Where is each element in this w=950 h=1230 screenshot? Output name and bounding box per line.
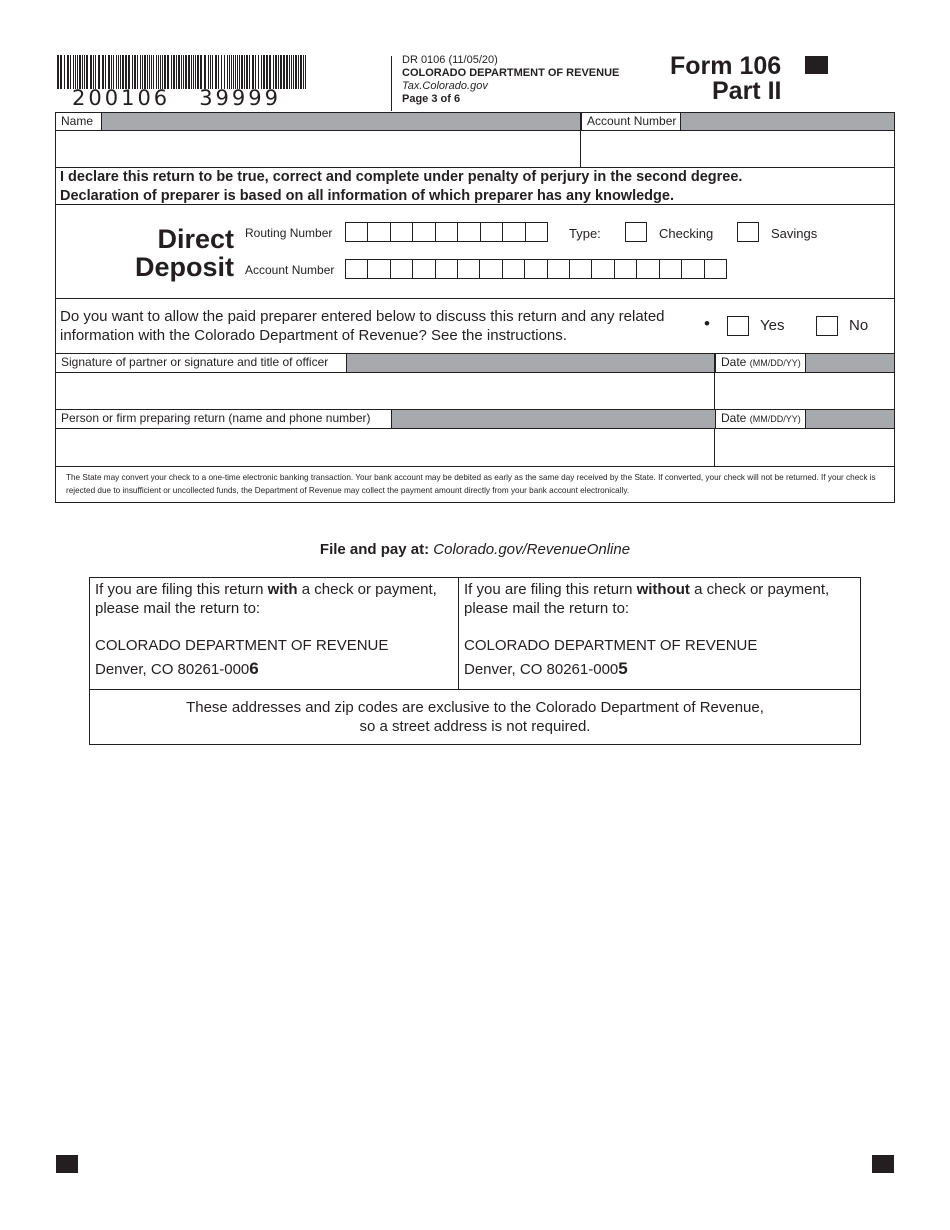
- barcode-bar: [210, 55, 211, 89]
- barcode-bar: [75, 55, 76, 89]
- barcode-bar: [300, 55, 302, 89]
- barcode-bar: [86, 55, 88, 89]
- direct-deposit-bottom-line: [56, 298, 894, 299]
- barcode-bar: [153, 55, 154, 89]
- digit-box[interactable]: [615, 260, 637, 278]
- barcode-bar: [137, 55, 138, 89]
- barcode-bar: [303, 55, 304, 89]
- discussion-no-label: No: [849, 317, 869, 334]
- barcode-bar: [84, 55, 85, 89]
- digit-box[interactable]: [368, 260, 390, 278]
- digit-box[interactable]: [503, 223, 525, 241]
- preparer-date-label: [715, 410, 806, 428]
- barcode-bar: [79, 55, 81, 89]
- barcode-bar: [164, 55, 166, 89]
- discussion-no-checkbox[interactable]: [816, 316, 838, 336]
- barcode-bar: [237, 55, 238, 89]
- digit-box[interactable]: [705, 260, 726, 278]
- barcode-bar: [60, 55, 62, 89]
- barcode-bar: [167, 55, 169, 89]
- digit-box[interactable]: [637, 260, 659, 278]
- preparer-date-format: (MM/DD/YY): [749, 414, 801, 424]
- bullet-mark: •: [704, 314, 710, 333]
- barcode-bar: [224, 55, 225, 89]
- barcode-bar: [156, 55, 157, 89]
- barcode-bar: [181, 55, 182, 89]
- barcode-bar: [176, 55, 177, 89]
- barcode-bar: [64, 55, 65, 89]
- barcode-bar: [142, 55, 143, 89]
- signature-date-label: [715, 354, 806, 372]
- digit-box[interactable]: [503, 260, 525, 278]
- digit-box[interactable]: [391, 223, 413, 241]
- barcode-bar: [67, 55, 69, 89]
- barcode-bar: [200, 55, 202, 89]
- barcode-bar: [149, 55, 150, 89]
- address-note-line-1: These addresses and zip codes are exclusive to the Colorado Department of Revenue,: [186, 699, 764, 716]
- barcode-bar: [113, 55, 114, 89]
- barcode-bar: [95, 55, 96, 89]
- barcode-bar: [252, 55, 254, 89]
- barcode-bar: [82, 55, 83, 89]
- digit-box[interactable]: [458, 260, 480, 278]
- name-header-bar: [56, 113, 894, 130]
- barcode-bar: [93, 55, 94, 89]
- barcode-bar: [108, 55, 110, 89]
- barcode-bar: [283, 55, 285, 89]
- barcode-bar: [120, 55, 121, 89]
- signature-date-input[interactable]: [716, 373, 893, 409]
- mail-with-payment-dept: COLORADO DEPARTMENT OF REVENUE: [95, 637, 389, 654]
- barcode-bar: [235, 55, 236, 89]
- barcode-bar: [173, 55, 175, 89]
- preparer-discussion-question: Do you want to allow the paid preparer entered below to discuss this return and any related information with the Colorado Department of Revenue? See the instructions.: [60, 308, 665, 344]
- declaration-text: [60, 168, 890, 206]
- declaration-line-1: I declare this return to be true, correct and complete under penalty of perjury in the second degree.: [60, 169, 743, 185]
- preparer-input[interactable]: [57, 429, 713, 465]
- barcode-bar: [218, 55, 219, 89]
- barcode-bar: [215, 55, 217, 89]
- mail-with-payment-cell: [95, 580, 455, 679]
- barcode-bar: [291, 55, 292, 89]
- direct-deposit-title-line-2: Deposit: [134, 252, 234, 282]
- digit-box[interactable]: [525, 260, 547, 278]
- routing-number-label: Routing Number: [245, 226, 333, 240]
- barcode-bar: [118, 55, 119, 89]
- barcode-bar: [221, 55, 222, 89]
- barcode-bar: [122, 55, 124, 89]
- barcode-bar: [102, 55, 104, 89]
- check-conversion-notice: The State may convert your check to a one-time electronic banking transaction. Your bank account may be debited as early as the same day received by the State. If converted, your check will not be returned. If your check is rejected due to insufficient or uncollected funds, the Department of Revenue may collect the payment amount directly from your bank account electronically.: [66, 473, 876, 495]
- name-account-divider: [580, 113, 581, 168]
- website: Tax.Colorado.gov: [402, 80, 488, 92]
- direct-deposit-title-line-1: Direct: [157, 224, 234, 254]
- barcode-bar: [289, 55, 290, 89]
- signature-date-text: Date: [721, 355, 747, 369]
- account-number-label: Account Number: [581, 113, 681, 130]
- address-note-line-2: so a street address is not required.: [359, 718, 591, 735]
- preparer-label: Person or firm preparing return (name and phone number): [56, 410, 392, 428]
- barcode-bar: [204, 55, 206, 89]
- barcode: [57, 55, 309, 89]
- digit-box[interactable]: [436, 260, 458, 278]
- digit-box[interactable]: [682, 260, 704, 278]
- digit-box[interactable]: [480, 260, 502, 278]
- digit-box[interactable]: [413, 260, 435, 278]
- barcode-bar: [160, 55, 161, 89]
- mail-without-payment-cell: [464, 580, 856, 679]
- barcode-bar: [98, 55, 100, 89]
- savings-checkbox[interactable]: [737, 222, 759, 242]
- preparer-date-input[interactable]: [716, 429, 893, 465]
- barcode-bar: [105, 55, 106, 89]
- barcode-bar: [77, 55, 78, 89]
- barcode-bar: [140, 55, 141, 89]
- signature-date-format: (MM/DD/YY): [749, 358, 801, 368]
- digit-box[interactable]: [458, 223, 480, 241]
- department-name: COLORADO DEPARTMENT OF REVENUE: [402, 67, 620, 79]
- barcode-bar: [263, 55, 265, 89]
- barcode-bar: [195, 55, 196, 89]
- barcode-bar: [275, 55, 277, 89]
- file-pay-label: File and pay at:: [319, 541, 430, 558]
- signature-label: Signature of partner or signature and title of officer: [56, 354, 347, 372]
- barcode-bar: [273, 55, 274, 89]
- barcode-bar: [239, 55, 240, 89]
- account-type-label: Type:: [569, 226, 601, 241]
- digit-box[interactable]: [368, 223, 390, 241]
- barcode-bar: [111, 55, 112, 89]
- deposit-account-number-label: Account Number: [245, 263, 335, 277]
- barcode-number: 200106 39999: [72, 86, 281, 110]
- barcode-bar: [227, 55, 228, 89]
- barcode-bar: [116, 55, 117, 89]
- barcode-bar: [255, 55, 256, 89]
- account-number-input[interactable]: [582, 131, 893, 167]
- mailing-table-divider: [458, 578, 459, 689]
- barcode-bar: [147, 55, 148, 89]
- file-pay-line: [0, 541, 950, 558]
- barcode-bar: [293, 55, 294, 89]
- barcode-bar: [298, 55, 299, 89]
- digit-box[interactable]: [592, 260, 614, 278]
- barcode-bar: [191, 55, 192, 89]
- barcode-bar: [151, 55, 152, 89]
- barcode-bar: [178, 55, 180, 89]
- digit-box[interactable]: [346, 260, 368, 278]
- mail-with-payment-instruction: If you are filing this return with a check or payment, please mail the return to:: [95, 581, 437, 617]
- mail-without-payment-instruction: If you are filing this return without a check or payment, please mail the return to:: [464, 581, 830, 617]
- barcode-bar: [261, 55, 262, 89]
- barcode-bar: [258, 55, 259, 89]
- mail-with-payment-city: Denver, CO 80261-0006: [95, 659, 259, 678]
- barcode-bar: [229, 55, 230, 89]
- address-exclusive-note: [90, 698, 860, 736]
- mail-without-payment-city: Denver, CO 80261-0005: [464, 659, 628, 678]
- file-pay-url[interactable]: Colorado.gov/RevenueOnline: [433, 541, 631, 558]
- digit-box[interactable]: [391, 260, 413, 278]
- form-title: Form 106: [670, 52, 782, 80]
- barcode-bar: [197, 55, 199, 89]
- mail-without-payment-dept: COLORADO DEPARTMENT OF REVENUE: [464, 637, 758, 654]
- header-divider: [391, 56, 392, 111]
- deposit-account-number-input[interactable]: [345, 259, 727, 279]
- digit-box[interactable]: [570, 260, 592, 278]
- barcode-bar: [295, 55, 297, 89]
- form-code: DR 0106 (11/05/20): [402, 54, 498, 66]
- form-part: Part II: [712, 77, 782, 105]
- barcode-bar: [132, 55, 133, 89]
- digit-box[interactable]: [413, 223, 435, 241]
- page-number: Page 3 of 6: [402, 93, 461, 105]
- barcode-bar: [125, 55, 127, 89]
- barcode-bar: [249, 55, 250, 89]
- declaration-line-2: Declaration of preparer is based on all information of which preparer has any knowledge.: [60, 188, 674, 204]
- barcode-bar: [231, 55, 232, 89]
- barcode-bar: [286, 55, 288, 89]
- barcode-bar: [134, 55, 136, 89]
- barcode-bar: [212, 55, 213, 89]
- digit-box[interactable]: [548, 260, 570, 278]
- checking-checkbox[interactable]: [625, 222, 647, 242]
- checking-label: Checking: [659, 226, 714, 241]
- name-input[interactable]: [57, 131, 579, 167]
- barcode-bar: [90, 55, 92, 89]
- barcode-bar: [183, 55, 184, 89]
- discussion-yes-checkbox[interactable]: [727, 316, 749, 336]
- name-label: Name: [56, 113, 102, 130]
- digit-box[interactable]: [660, 260, 682, 278]
- registration-marker-bottom-left: [56, 1155, 78, 1173]
- barcode-bar: [305, 55, 306, 89]
- barcode-bar: [246, 55, 248, 89]
- barcode-bar: [70, 55, 71, 89]
- barcode-bar: [244, 55, 245, 89]
- barcode-bar: [185, 55, 187, 89]
- digit-box[interactable]: [346, 223, 368, 241]
- digit-box[interactable]: [436, 223, 458, 241]
- barcode-bar: [208, 55, 209, 89]
- preparer-bottom-line: [56, 466, 894, 467]
- barcode-bar: [73, 55, 74, 89]
- discussion-yes-label: Yes: [760, 317, 785, 334]
- barcode-bar: [57, 55, 59, 89]
- digit-box[interactable]: [526, 223, 547, 241]
- barcode-bar: [188, 55, 190, 89]
- barcode-bar: [278, 55, 279, 89]
- barcode-bar: [128, 55, 130, 89]
- registration-marker-bottom-right: [872, 1155, 894, 1173]
- routing-number-input[interactable]: [345, 222, 548, 242]
- digit-box[interactable]: [481, 223, 503, 241]
- barcode-bar: [193, 55, 194, 89]
- savings-label: Savings: [771, 226, 818, 241]
- barcode-bar: [233, 55, 234, 89]
- direct-deposit-title: [120, 225, 234, 281]
- mailing-table-row-line: [90, 689, 860, 690]
- signature-input[interactable]: [57, 373, 713, 409]
- preparer-date-text: Date: [721, 411, 747, 425]
- barcode-bar: [280, 55, 282, 89]
- barcode-bar: [162, 55, 163, 89]
- barcode-bar: [144, 55, 146, 89]
- declaration-bottom-line: [56, 204, 894, 205]
- barcode-bar: [241, 55, 243, 89]
- registration-marker-top: [805, 56, 828, 74]
- barcode-bar: [269, 55, 271, 89]
- barcode-bar: [266, 55, 268, 89]
- barcode-bar: [171, 55, 172, 89]
- barcode-bar: [158, 55, 159, 89]
